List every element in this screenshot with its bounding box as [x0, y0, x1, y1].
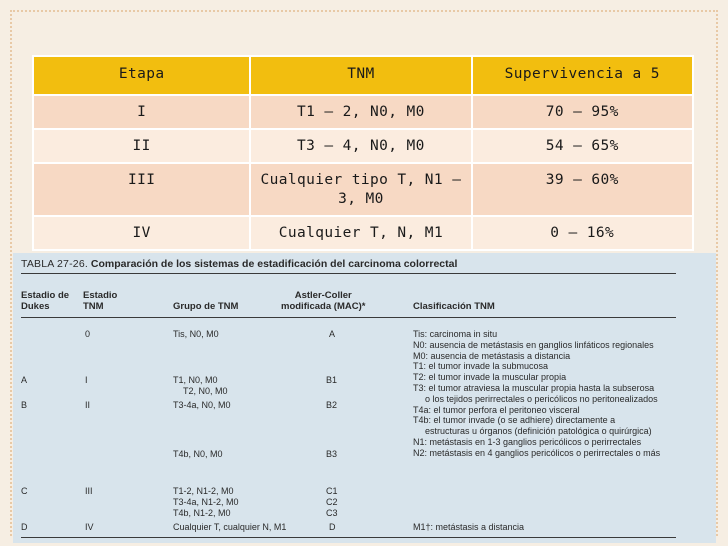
stage-cell: II [33, 129, 250, 163]
table-row [33, 129, 693, 163]
tnm-cell: Cualquier T, N, M1 [250, 216, 471, 250]
header-tnm-group: Grupo de TNM [173, 301, 239, 312]
book-table-title [21, 258, 457, 270]
dukes-cell: C [21, 486, 28, 496]
textbook-table-image [13, 253, 716, 543]
mac-cell: C2 [326, 497, 338, 507]
title-rule [21, 273, 676, 274]
dukes-cell: D [21, 522, 28, 532]
tnm-group-cell: Cualquier T, cualquier N, M1 [173, 522, 287, 532]
classification-line: N2: metástasis en 4 ganglios pericólicos o perirrectales o más [413, 447, 661, 458]
footer-rule [21, 537, 676, 538]
tnm-group-cell: T2, N0, M0 [183, 386, 228, 396]
table-row [33, 95, 693, 129]
tnm-stage-cell: I [85, 375, 88, 385]
header-classification: Clasificación TNM [413, 301, 495, 312]
mac-cell: C3 [326, 508, 338, 518]
classification-list [413, 329, 713, 459]
mac-cell: B1 [326, 375, 338, 385]
header-dukes: Estadio de Dukes [21, 290, 70, 312]
tnm-group-cell: Tis, N0, M0 [173, 329, 219, 339]
header-mac: Astler-Coller modificada (MAC)* [281, 290, 366, 312]
classification-line: T4a: el tumor perfora el peritoneo visceral [413, 404, 580, 415]
mac-cell: B2 [326, 400, 338, 410]
tnm-stage-cell: 0 [85, 329, 91, 339]
survival-cell: 54 – 65% [472, 129, 694, 163]
dukes-cell: B [21, 400, 28, 410]
tnm-stage-cell: III [85, 486, 93, 496]
classification-line: estructuras u órganos (definición patológica o quirúrgica) [425, 426, 652, 437]
survival-cell: 0 – 16% [472, 216, 694, 250]
header-rule [21, 317, 676, 318]
classification-line: M0: ausencia de metástasis a distancia [413, 350, 571, 361]
classification-line: T3: el tumor atraviesa la muscular propia hasta la subserosa [413, 382, 655, 393]
mac-cell: B3 [326, 449, 338, 459]
tnm-stage-cell: IV [85, 522, 94, 532]
tnm-group-cell: T4b, N1-2, M0 [173, 508, 231, 518]
classification-line: T4b: el tumor invade (o se adhiere) directamente a [413, 415, 616, 426]
tnm-stage-cell: II [85, 400, 91, 410]
classification-line: N0: ausencia de metástasis en ganglios linfáticos regionales [413, 339, 654, 350]
header-tnm: TNM [250, 56, 471, 95]
tnm-group-cell: T3-4a, N0, M0 [173, 400, 231, 410]
book-table-title-text: Comparación de los sistemas de estadificación del carcinoma colorrectal [90, 258, 458, 270]
tnm-cell: Cualquier tipo T, N1 – 3, M0 [250, 163, 471, 216]
survival-stage-table [32, 55, 694, 251]
header-tnm-stage: Estadio TNM [83, 290, 118, 312]
tnm-cell: T1 – 2, N0, M0 [250, 95, 471, 129]
table-row [33, 216, 693, 250]
tnm-group-cell: T1, N0, M0 [173, 375, 218, 385]
mac-cell: D [329, 522, 336, 532]
stage-cell: III [33, 163, 250, 216]
tnm-group-cell: T1-2, N1-2, M0 [173, 486, 234, 496]
book-table-label: TABLA 27-26. [21, 258, 88, 270]
classification-line: N1: metástasis en 1-3 ganglios pericólicos o perirrectales [413, 436, 642, 447]
classification-line: o los tejidos perirrectales o pericólicos no peritonealizados [425, 393, 658, 404]
classification-line: T2: el tumor invade la muscular propia [413, 372, 567, 383]
header-etapa: Etapa [33, 56, 250, 95]
tnm-cell: T3 – 4, N0, M0 [250, 129, 471, 163]
tnm-group-cell: T3-4a, N1-2, M0 [173, 497, 239, 507]
tnm-group-cell: T4b, N0, M0 [173, 449, 223, 459]
survival-cell: 70 – 95% [472, 95, 694, 129]
classification-line: Tis: carcinoma in situ [413, 329, 498, 339]
stage-cell: IV [33, 216, 250, 250]
classification-line: T1: el tumor invade la submucosa [413, 361, 549, 372]
header-survival: Supervivencia a 5 [472, 56, 694, 95]
mac-cell: C1 [326, 486, 338, 496]
mac-cell: A [329, 329, 336, 339]
survival-cell: 39 – 60% [472, 163, 694, 216]
classification-last-line: M1†: metástasis a distancia [413, 522, 525, 532]
table-row [33, 163, 693, 216]
stage-cell: I [33, 95, 250, 129]
table-header-row [33, 56, 693, 95]
dukes-cell: A [21, 375, 28, 385]
